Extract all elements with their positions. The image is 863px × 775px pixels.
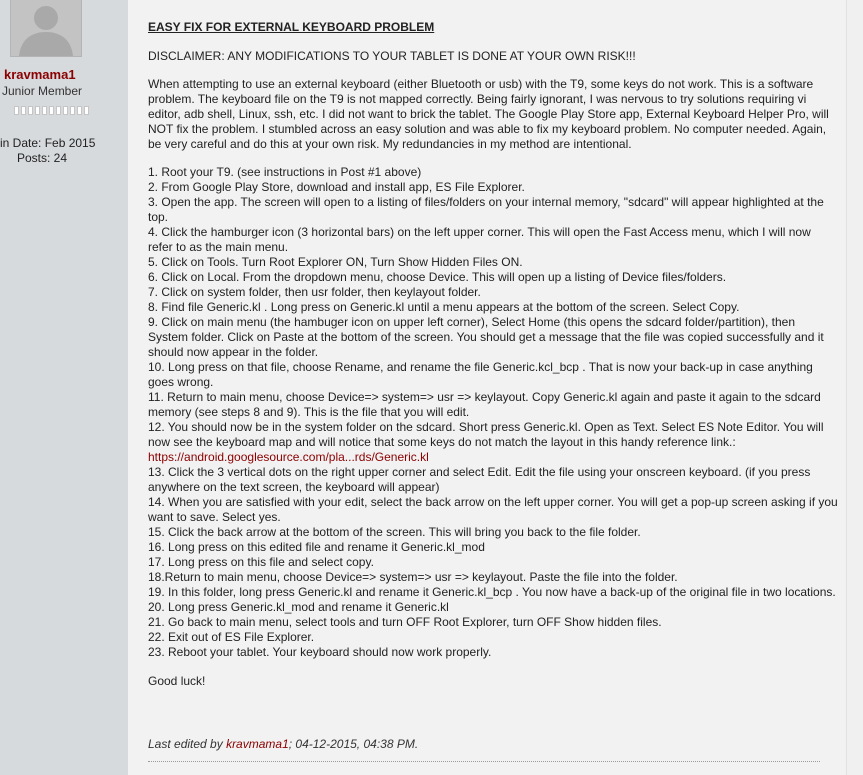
post-title: EASY FIX FOR EXTERNAL KEYBOARD PROBLEM bbox=[148, 20, 435, 34]
reference-link[interactable]: https://android.googlesource.com/pla...rds/Generic.kl bbox=[148, 450, 429, 464]
step-item: 21. Go back to main menu, select tools and turn OFF Root Explorer, turn OFF Show hidden files. bbox=[148, 615, 662, 629]
step-item: 3. Open the app. The screen will open to a listing of files/folders on your internal memory, "sdcard" will appear highlighted at the top. bbox=[148, 195, 824, 224]
step-item: 14. When you are satisfied with your edit, select the back arrow on the left upper corner. You will get a pop-up screen asking if you want to save. Select yes. bbox=[148, 495, 838, 524]
post-count: Posts: 24 bbox=[17, 151, 68, 165]
user-title: Junior Member bbox=[2, 84, 83, 98]
step-item: 6. Click on Local. From the dropdown menu, choose Device. This will open up a listing of Device files/folders. bbox=[148, 270, 727, 284]
post-body bbox=[148, 20, 838, 689]
step-item: 11. Return to main menu, choose Device=> system=> usr => keylayout. Copy Generic.kl again and paste it again to the sdcard memory (see steps 8 and 9). This is the file that you will edit. bbox=[148, 390, 821, 419]
step-item: 8. Find file Generic.kl . Long press on Generic.kl until a menu appears at the bottom of the screen. Select Copy. bbox=[148, 300, 740, 314]
step-item: 5. Click on Tools. Turn Root Explorer ON, Turn Show Hidden Files ON. bbox=[148, 255, 523, 269]
step-item: 4. Click the hamburger icon (3 horizontal bars) on the left upper corner. This will open the Fast Access menu, which I will now refer to as the main menu. bbox=[148, 225, 811, 254]
join-date: in Date: Feb 2015 bbox=[0, 136, 96, 150]
user-info-sidebar bbox=[0, 0, 128, 775]
step-item: 19. In this folder, long press Generic.kl and rename it Generic.kl_bcp . You now have a back-up of the original file in two locations. bbox=[148, 585, 836, 599]
step-item: 23. Reboot your tablet. Your keyboard should now work properly. bbox=[148, 645, 492, 659]
step-item: 13. Click the 3 vertical dots on the right upper corner and select Edit. Edit the file using your onscreen keyboard. (if you press anywhere on the text screen, the keyboard will appear) bbox=[148, 465, 811, 494]
step-item: 7. Click on system folder, then usr folder, then keylayout folder. bbox=[148, 285, 481, 299]
step-item: 1. Root your T9. (see instructions in Post #1 above) bbox=[148, 165, 422, 179]
edited-prefix: Last edited by bbox=[148, 737, 227, 751]
post-content-area bbox=[128, 0, 847, 775]
post-divider bbox=[148, 761, 820, 762]
default-avatar-icon bbox=[11, 0, 81, 56]
step-item: 22. Exit out of ES File Explorer. bbox=[148, 630, 315, 644]
step-item: 12. You should now be in the system folder on the sdcard. Short press Generic.kl. Open as Text. Select ES Note Editor. You will now see the keyboard map and will notice that some keys do not match the layout in this handy reference link.: bbox=[148, 420, 824, 449]
step-item: 2. From Google Play Store, download and install app, ES File Explorer. bbox=[148, 180, 525, 194]
step-item: 10. Long press on that file, choose Rename, and rename the file Generic.kcl_bcp . That is now your back-up in case anything goes wrong. bbox=[148, 360, 813, 389]
steps-list bbox=[148, 165, 838, 660]
step-item: 16. Long press on this edited file and rename it Generic.kl_mod bbox=[148, 540, 485, 554]
disclaimer: DISCLAIMER: ANY MODIFICATIONS TO YOUR TABLET IS DONE AT YOUR OWN RISK!!! bbox=[148, 49, 636, 63]
step-item: 18.Return to main menu, choose Device=> system=> usr => keylayout. Paste the file into the folder. bbox=[148, 570, 678, 584]
step-item: 9. Click on main menu (the hambuger icon on upper left corner), Select Home (this opens the sdcard folder/partition), then System folder. Click on Paste at the bottom of the screen. You should get a message that the file was copied successfully and it should now appear in the folder. bbox=[148, 315, 824, 359]
username-link[interactable]: kravmama1 bbox=[4, 67, 76, 82]
step-item: 17. Long press on this file and select copy. bbox=[148, 555, 374, 569]
intro-paragraph: When attempting to use an external keyboard (either Bluetooth or usb) with the T9, some keys do not work. This is a software problem. The keyboard file on the T9 is not mapped correctly. Being fairly ignorant, I was nervous to try solutions requiring vi editor, adb shell, Linux, ssh, etc. I did not want to brick the tablet. The Google Play Store app, External Keyboard Helper Pro, will NOT fix the problem. I stumbled across an easy solution and was able to fix my keyboard problem. No computer needed. Again, be very careful and do this at your own risk. My redundancies in my method are intentional. bbox=[148, 77, 829, 151]
last-edited-note bbox=[148, 737, 418, 751]
step-item: 15. Click the back arrow at the bottom of the screen. This will bring you back to the file folder. bbox=[148, 525, 641, 539]
step-item: 20. Long press Generic.kl_mod and rename it Generic.kl bbox=[148, 600, 449, 614]
editor-username-link[interactable]: kravmama1 bbox=[226, 737, 289, 751]
closing-text: Good luck! bbox=[148, 674, 206, 688]
reputation-bar bbox=[14, 106, 89, 115]
avatar[interactable] bbox=[10, 0, 82, 57]
edited-timestamp: ; 04-12-2015, 04:38 PM. bbox=[288, 737, 419, 751]
scrollbar[interactable] bbox=[846, 0, 863, 775]
